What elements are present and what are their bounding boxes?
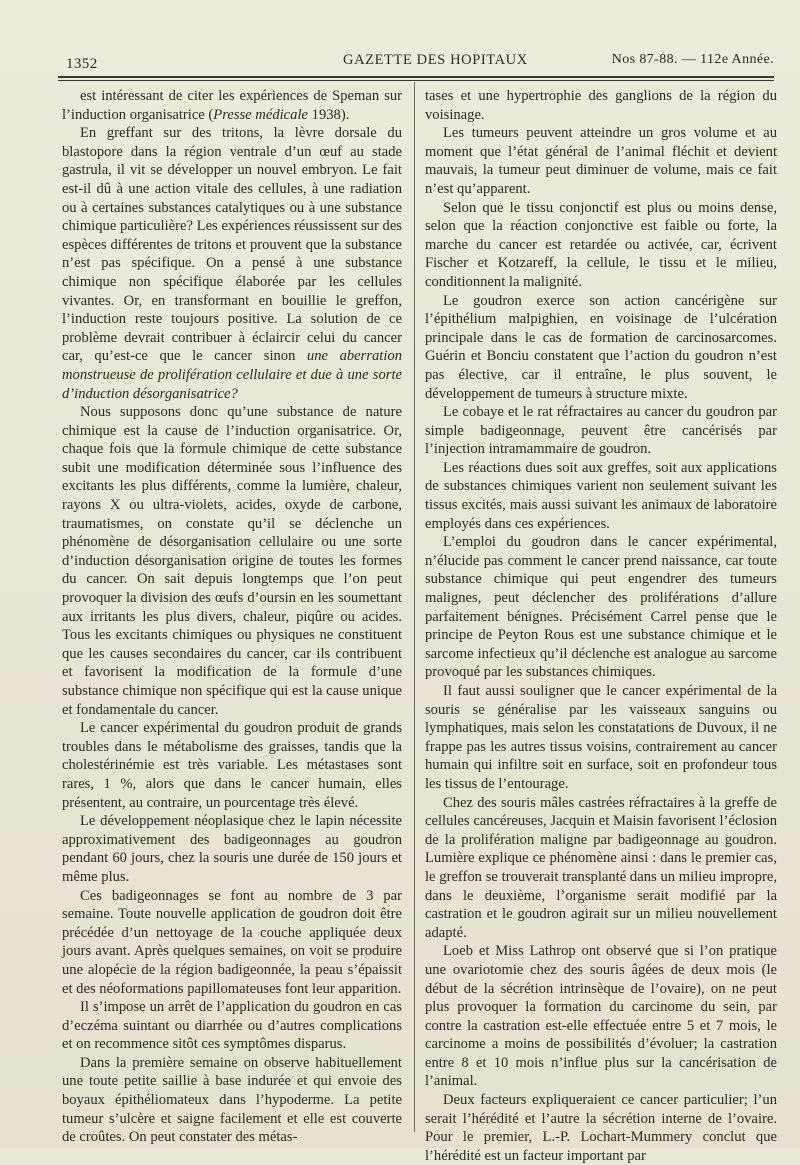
paragraph <box>425 199 777 292</box>
paragraph <box>62 87 402 124</box>
header-rule-thick <box>58 76 774 78</box>
page-header <box>58 50 774 76</box>
paragraph <box>62 998 402 1054</box>
text-run: Ces badigeonnages se font au nombre de 3 par semaine. Toute nouvelle application de goudron doit être précédée d’un nettoyage de la couche appliquée deux jours avant. Après quelques semaines, on voit se produire une alopécie de la région badigeonnée, la peau s’épaissit et des néoformations papillomateuses font leur apparition. <box>62 887 402 997</box>
text-run: Le goudron exerce son action cancérigène sur l’épithélium malpighien, en voisinage de l’ulcération principale dans le cas de formation de carcinosarcomes. Guérin et Bonciu constatent que l’action du goudron n’est pas élective, car il entraîne, le plus souvent, le développement de tumeurs à structure mixte. <box>425 292 777 402</box>
paragraph <box>425 124 777 198</box>
paragraph <box>425 292 777 404</box>
text-run: Il s’impose un arrêt de l’application du goudron en cas d’eczéma suintant ou diarrhée ou d’autres complications et on recommence sitôt ces symptômes disparus. <box>62 999 402 1053</box>
text-run: 1938). <box>308 106 350 123</box>
paragraph <box>62 403 402 719</box>
issue-info: Nos 87-88. — 112e Année. <box>611 52 774 67</box>
text-run: Le cobaye et le rat réfractaires au cancer du goudron par simple badigeonnage, peuvent être cancérisés par l’injection intramammaire de goudron. <box>425 404 777 458</box>
paragraph <box>62 719 402 812</box>
journal-title: GAZETTE DES HOPITAUX <box>343 52 528 68</box>
paragraph <box>425 403 777 459</box>
text-run: Dans la première semaine on observe habituellement une toute petite saillie à base indurée et qui envoie des boyaux épithéliomateux dans l’hypoderme. La petite tumeur s’ulcère et saigne facilement et elle est couverte de croûtes. On peut constater des métas- <box>62 1054 402 1146</box>
text-run: Selon que le tissu conjonctif est plus ou moins dense, selon que la réaction conjonctive est faible ou forte, la marche du cancer est retardée ou activée, car, écrivent Fischer et Kotzareff, la cellule, le tissu et le milieu, conditionnent la malignité. <box>425 199 777 290</box>
text-run: Nous supposons donc qu’une substance de nature chimique est la cause de l’induction organisatrice. Or, chaque fois que la formule chimique de cette substance subit une modification déterminée sous l’influence des excitants les plus différents, comme la lumière, chaleur, rayons X ou ultra-violets, acides, oxyde de carbone, traumatismes, on constate qu’il se déclenche un phénomène de désorganisation cellulaire ou une sorte d’induction désorganisation origine de toutes les formes du cancer. On sait depuis longtemps que l’on peut provoquer la division des œufs d’oursin en les soumettant aux irritants les plus divers, chaleur, piqûre ou acides. Tous les excitants chimiques ou physiques ne constituent que les causes secondaires du cancer, car ils contribuent et favorisent la modification de la formule d’une substance chimique non spécifique qui est la cause unique et fondamentale du cancer. <box>62 404 402 718</box>
column-divider <box>414 82 415 1132</box>
paragraph <box>62 124 402 403</box>
paragraph <box>425 459 777 533</box>
text-run: tases et une hypertrophie des ganglions de la région du voisinage. <box>425 88 777 123</box>
right-column <box>425 87 777 1165</box>
paragraph <box>425 533 777 682</box>
paragraph <box>62 812 402 886</box>
paragraph <box>425 1091 777 1165</box>
paragraph <box>62 887 402 999</box>
text-run: Le développement néoplasique chez le lapin nécessite approximativement des badigeonnages au goudron pendant 60 jours, chez la souris une durée de 150 jours et même plus. <box>62 813 402 885</box>
header-rule-thin <box>58 80 774 81</box>
text-run: Il faut aussi souligner que le cancer expérimental de la souris se généralise par les vaisseaux sanguins ou lymphatiques, mais selon les constatations de Duvoux, il ne frappe pas les autres tissus voisins, contrairement au cancer humain qui infiltre soit en surface, soit en profondeur tous les tissus de l’entourage. <box>425 683 777 792</box>
text-run: Deux facteurs expliqueraient ce cancer particulier; l’un serait l’hérédité et l’autre la sécrétion interne de l’ovaire. Pour le premier, L.-P. Lochart-Mummery conclut que l’hérédité est un facteur important par <box>425 1092 777 1164</box>
text-run: Le cancer expérimental du goudron produit de grands troubles dans le métabolisme des graisses, tandis que la cholestérinémie est très variable. Les métastases sont rares, 1 %, alors que dans le cancer humain, elles présentent, au contraire, un pourcentage très élevé. <box>62 720 402 811</box>
paragraph <box>425 87 777 124</box>
left-column <box>62 87 402 1147</box>
text-run: Les réactions dues soit aux greffes, soit aux applications de substances chimiques varient non seulement suivant les tissus excités, mais aussi suivant les animaux de laboratoire employés dans ces expériences. <box>425 459 777 532</box>
text-run: En greffant sur des tritons, la lèvre dorsale du blastopore dans la région ventrale d’un œuf au stade gastrula, il vit se développer un nouvel embryon. Le fait est-il dû à une action vitale des cellules, à une radiation ou à certaines substances catalytiques ou à une substance chimique particulière? Les expériences réussissent sur des espèces différentes de tritons et prouvent que la substance n’est pas spécifique. On a pensé à une substance chimique non spécifique élaborée par les cellules vivantes. Or, en transformant en bouillie le greffon, l’induction reste toujours positive. La solution de ce problème devrait contribuer à éclaircir celui du cancer car, qu’est-ce que le cancer sinon <box>62 125 402 365</box>
paragraph <box>425 942 777 1091</box>
text-run: Chez des souris mâles castrées réfractaires à la greffe de cellules cancéreuses, Jacquin et Maisin favorisent l’éclosion de la prolifération maligne par badigeonnage au goudron. Lumière explique ce phénomène ainsi : dans le premier cas, le greffon se trouverait transplanté dans un milieu impropre, dans le deuxième, l’organisme serait modifié par la castration et le goudron agirait sur un milieu nouvellement adapté. <box>425 794 777 941</box>
italic-text: Presse médicale <box>213 106 308 123</box>
text-run: Loeb et Miss Lathrop ont observé que si l’on pratique une ovariotomie chez des souris âgées de deux mois (le début de la sécrétion intrinsèque de l’ovaire), on ne peut plus provoquer la formation du carcinome du sein, par contre la castration est-elle effectuée entre 5 et 7 mois, le carcinome a moins de possibilités d’évoluer; la castration entre 8 et 10 mois n’influe plus sur la cancérisation de l’animal. <box>425 943 777 1090</box>
paragraph <box>425 682 777 794</box>
text-run: Les tumeurs peuvent atteindre un gros volume et au moment que l’état général de l’animal fléchit et devient mauvais, la tumeur peut diminuer de volume, mais ce fait n’est qu’apparent. <box>425 125 777 197</box>
page-number: 1352 <box>66 56 98 72</box>
italic-text: une aberration monstrueuse de prolifération cellulaire et due à une sorte d’induction désorganisatrice? <box>62 348 403 402</box>
text-run: L’emploi du goudron dans le cancer expérimental, n’élucide pas comment le cancer prend naissance, car toute substance chimique qui peut engendrer des tumeurs malignes, peut déclencher des proliférations d’allure parfaitement bénignes. Précisément Carrel pense que le principe de Peyton Rous est une substance chimique et le sarcome infectieux qu’il déclenche est analogue au sarcome provoqué par les substances chimiques. <box>425 534 777 681</box>
text-run: est intéressant de citer les expériences de Speman sur l’induction organisatrice ( <box>62 88 402 123</box>
paragraph <box>62 1054 402 1147</box>
paragraph <box>425 794 777 943</box>
